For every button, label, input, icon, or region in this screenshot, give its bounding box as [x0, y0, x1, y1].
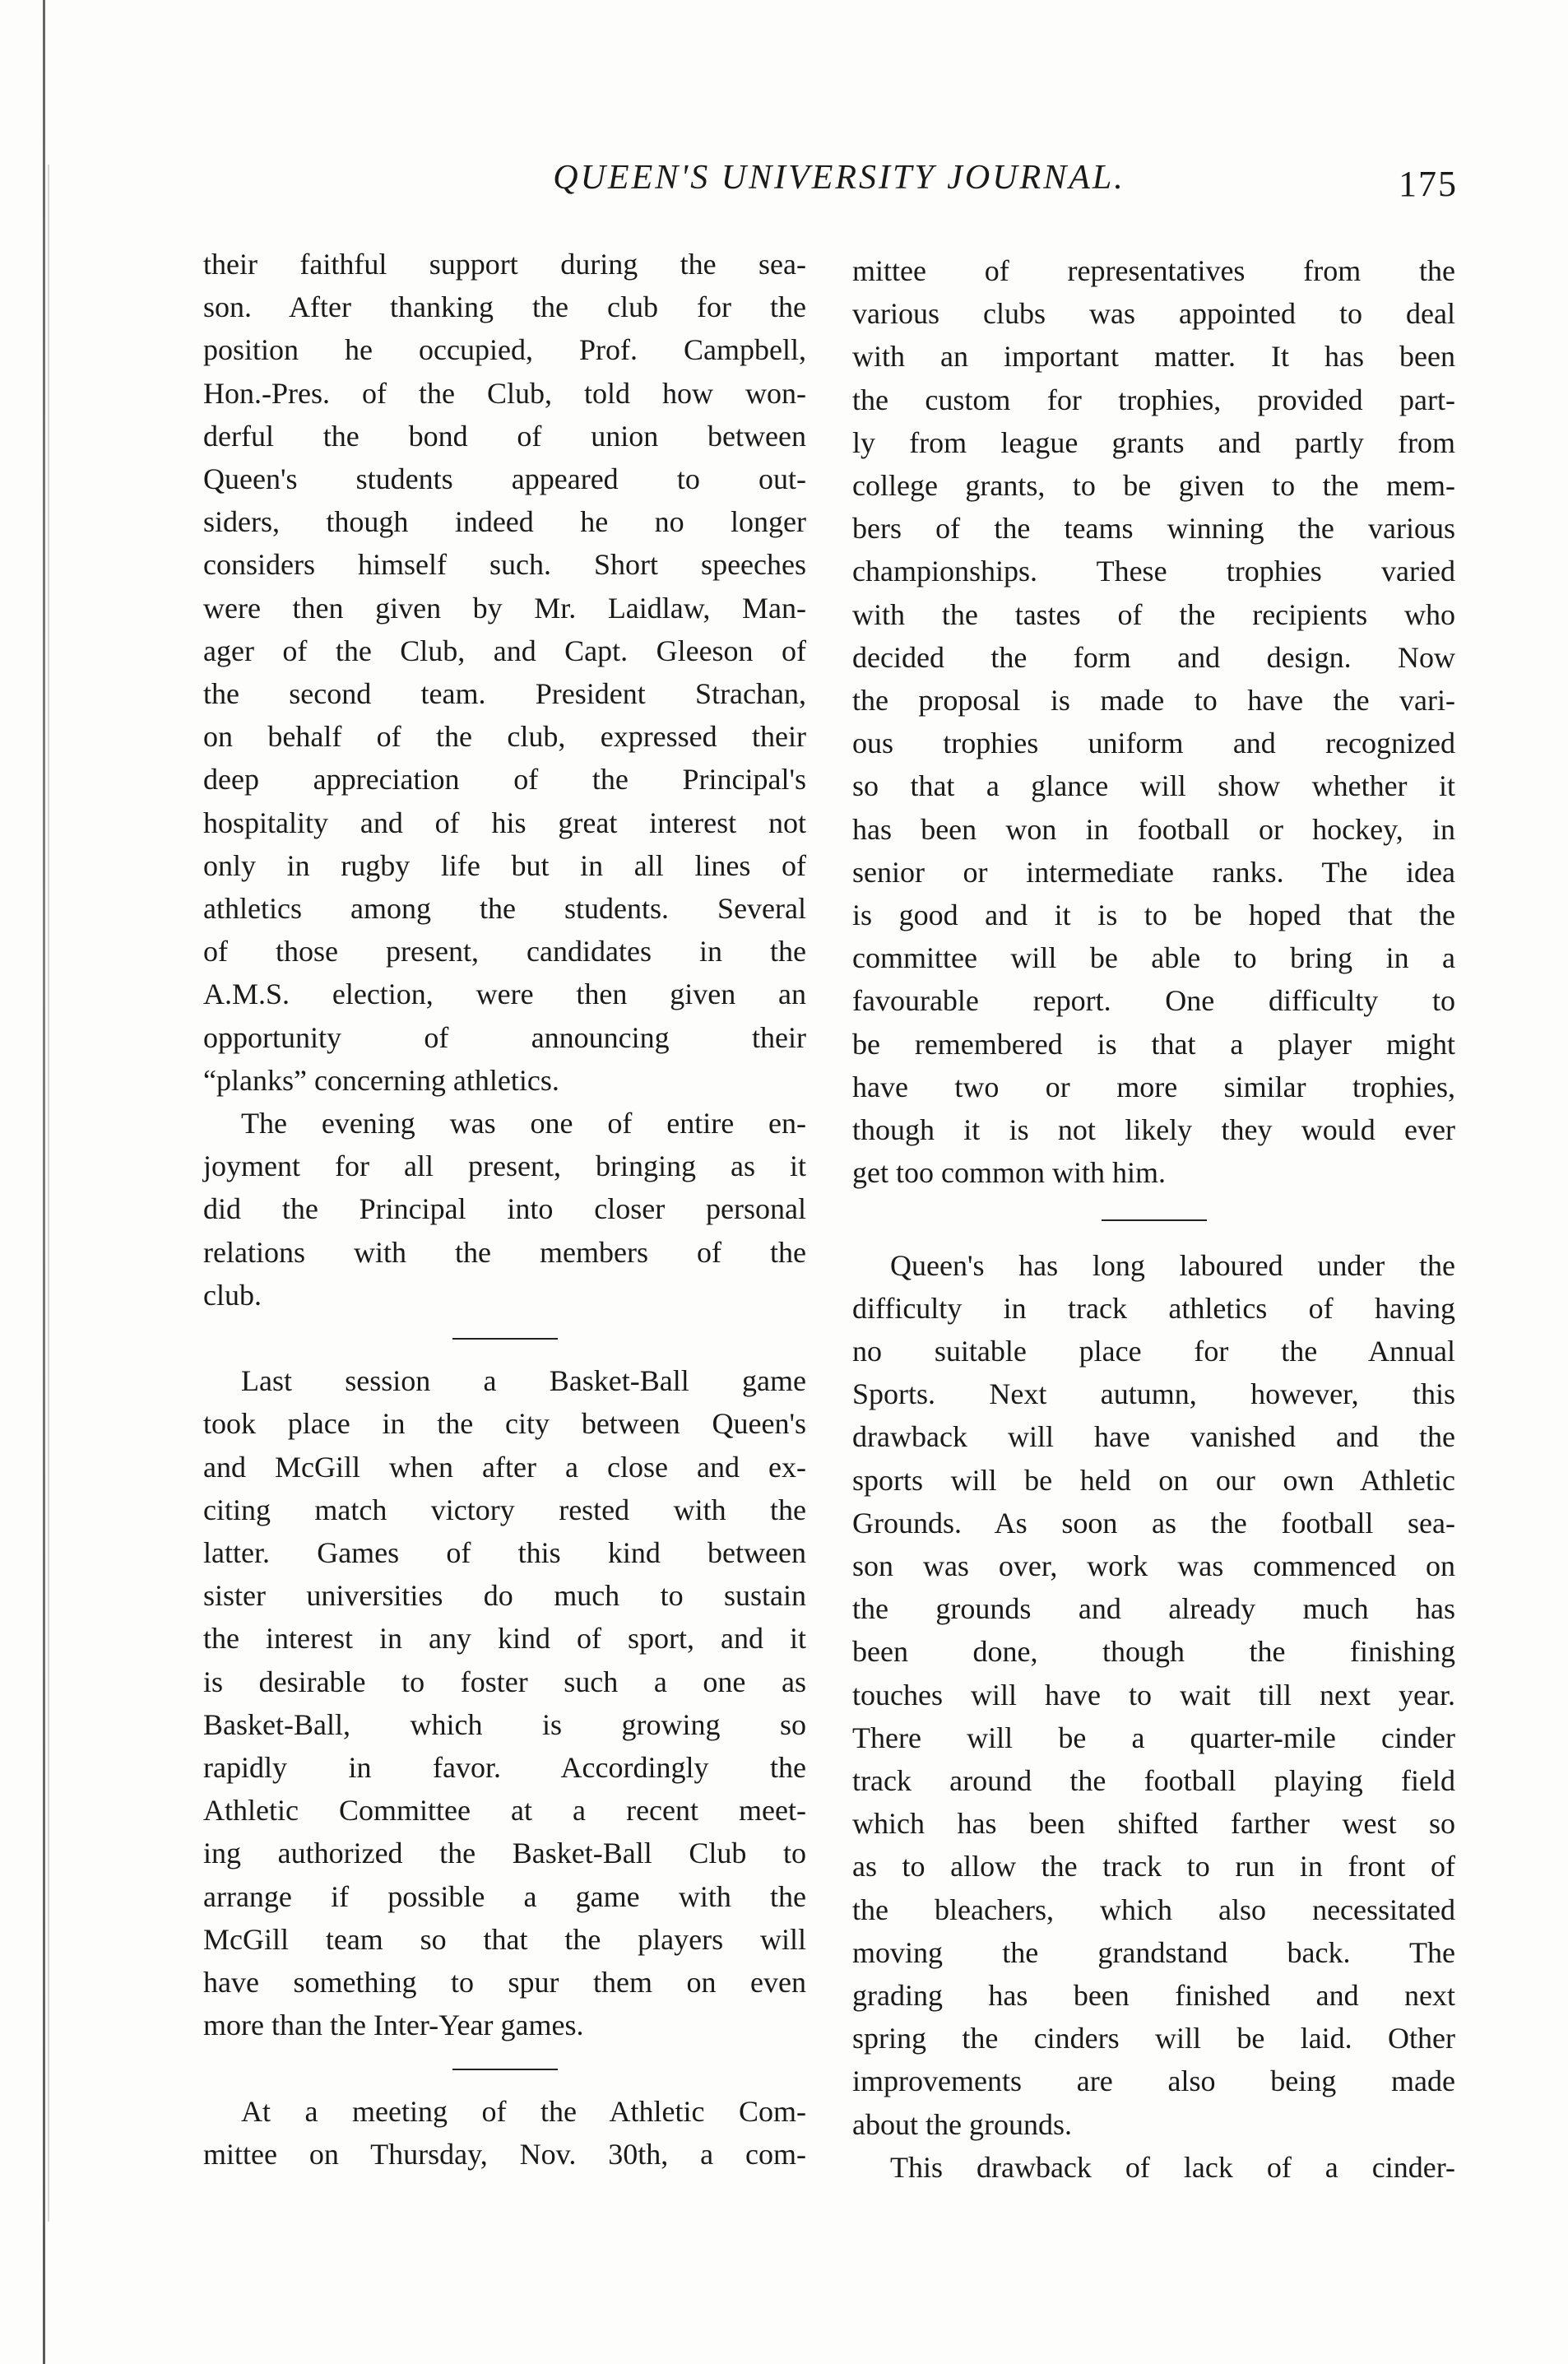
text-line: so that a glance will show whether it	[852, 769, 1455, 803]
text-line: Sports. Next autumn, however, this	[852, 1377, 1455, 1411]
text-line: did the Principal into closer personal	[203, 1192, 806, 1226]
text-line: be remembered is that a player might	[852, 1027, 1455, 1061]
text-line: relations with the members of the	[203, 1235, 806, 1269]
text-line: the interest in any kind of sport, and it	[203, 1622, 806, 1656]
text-line: Queen's students appeared to out-	[203, 462, 806, 495]
text-line: “planks” concerning athletics.	[203, 1063, 559, 1097]
text-line: club.	[203, 1278, 262, 1312]
text-line: grading has been finished and next	[852, 1979, 1455, 2012]
text-line: has been won in football or hockey, in	[852, 812, 1455, 846]
text-line: arrange if possible a game with the	[203, 1879, 806, 1913]
text-line: difficulty in track athletics of having	[852, 1291, 1455, 1325]
section-divider-rule	[452, 1338, 558, 1340]
text-line: mittee of representatives from the	[852, 254, 1455, 287]
text-line: considers himself such. Short speeches	[203, 548, 806, 582]
text-line: derful the bond of union between	[203, 419, 806, 453]
text-line: sister universities do much to sustain	[203, 1579, 806, 1613]
text-line: on behalf of the club, expressed their	[203, 720, 806, 754]
text-line: siders, though indeed he no longer	[203, 505, 806, 539]
text-line: latter. Games of this kind between	[203, 1536, 806, 1569]
running-header-title: QUEEN'S UNIVERSITY JOURNAL.	[553, 159, 1125, 197]
text-line: mittee on Thursday, Nov. 30th, a com-	[203, 2137, 806, 2171]
text-line: is good and it is to be hoped that the	[852, 899, 1455, 931]
text-line: Last session a Basket-Ball game	[241, 1364, 806, 1398]
text-line: of those present, candidates in the	[203, 935, 806, 968]
text-line: bers of the teams winning the various	[852, 512, 1455, 546]
text-line: drawback will have vanished and the	[852, 1420, 1455, 1454]
text-line: Queen's has long laboured under the	[890, 1248, 1455, 1282]
text-line: ager of the Club, and Capt. Gleeson of	[203, 634, 806, 667]
text-line: the bleachers, which also necessitated	[852, 1893, 1455, 1926]
text-line: senior or intermediate ranks. The idea	[852, 855, 1455, 889]
text-line: have two or more similar trophies,	[852, 1070, 1455, 1103]
text-line: which has been shifted farther west so	[852, 1807, 1455, 1841]
section-divider-rule	[452, 2069, 558, 2070]
section-divider-rule	[1102, 1219, 1207, 1221]
text-line: were then given by Mr. Laidlaw, Man-	[203, 591, 806, 625]
text-line: rapidly in favor. Accordingly the	[203, 1751, 806, 1784]
text-line: touches will have to wait till next year.	[852, 1678, 1455, 1711]
text-line: son. After thanking the club for the	[203, 290, 806, 324]
text-line: son was over, work was commenced on	[852, 1549, 1455, 1582]
text-line: This drawback of lack of a cinder-	[890, 2150, 1455, 2184]
text-line: Basket-Ball, which is growing so	[203, 1707, 806, 1741]
text-line: The evening was one of entire en-	[241, 1107, 806, 1140]
text-line: At a meeting of the Athletic Com-	[241, 2094, 806, 2128]
text-line: with an important matter. It has been	[852, 340, 1455, 374]
text-line: Grounds. As soon as the football sea-	[852, 1506, 1455, 1540]
text-line: took place in the city between Queen's	[203, 1407, 806, 1441]
text-line: citing match victory rested with the	[203, 1493, 806, 1526]
text-line: athletics among the students. Several	[203, 892, 806, 925]
text-line: sports will be held on our own Athletic	[852, 1463, 1455, 1497]
scan-edge-shadow-inner	[48, 165, 49, 2222]
text-line: the second team. President Strachan,	[203, 677, 806, 710]
text-line: the proposal is made to have the vari-	[852, 684, 1455, 717]
text-line: and McGill when after a close and ex-	[203, 1450, 806, 1484]
text-line: ing authorized the Basket-Ball Club to	[203, 1837, 806, 1870]
text-line: though it is not likely they would ever	[852, 1113, 1455, 1146]
text-line: decided the form and design. Now	[852, 640, 1455, 674]
text-line: their faithful support during the sea-	[203, 248, 806, 281]
text-line: favourable report. One difficulty to	[852, 984, 1455, 1018]
text-line: college grants, to be given to the mem-	[852, 469, 1455, 502]
text-line: A.M.S. election, were then given an	[203, 978, 806, 1011]
text-line: about the grounds.	[852, 2107, 1072, 2141]
text-line: deep appreciation of the Principal's	[203, 763, 806, 797]
text-line: McGill team so that the players will	[203, 1922, 806, 1956]
text-line: no suitable place for the Annual	[852, 1335, 1455, 1368]
text-line: more than the Inter-Year games.	[203, 2009, 584, 2042]
text-line: the custom for trophies, provided part-	[852, 383, 1455, 416]
text-line: There will be a quarter-mile cinder	[852, 1721, 1455, 1754]
text-line: various clubs was appointed to deal	[852, 297, 1455, 331]
text-line: ous trophies uniform and recognized	[852, 727, 1455, 760]
text-line: championships. These trophies varied	[852, 555, 1455, 588]
text-line: track around the football playing field	[852, 1764, 1455, 1797]
text-line: get too common with him.	[852, 1156, 1166, 1190]
text-line: is desirable to foster such a one as	[203, 1665, 806, 1698]
text-line: as to allow the track to run in front of	[852, 1850, 1455, 1883]
text-line: committee will be able to bring in a	[852, 941, 1455, 975]
text-line: position he occupied, Prof. Campbell,	[203, 333, 806, 367]
text-line: with the tastes of the recipients who	[852, 597, 1455, 631]
text-line: improvements are also being made	[852, 2064, 1455, 2098]
text-line: only in rugby life but in all lines of	[203, 848, 806, 882]
text-line: Hon.-Pres. of the Club, told how won-	[203, 376, 806, 410]
text-line: joyment for all present, bringing as it	[203, 1149, 806, 1183]
text-line: moving the grandstand back. The	[852, 1935, 1455, 1969]
text-line: opportunity of announcing their	[203, 1020, 806, 1054]
text-line: been done, though the finishing	[852, 1635, 1455, 1669]
text-line: have something to spur them on even	[203, 1966, 806, 1999]
text-line: the grounds and already much has	[852, 1592, 1455, 1626]
text-line: Athletic Committee at a recent meet-	[203, 1794, 806, 1828]
scan-edge-shadow	[43, 0, 45, 2364]
page-number: 175	[1399, 164, 1458, 204]
text-line: hospitality and of his great interest not	[203, 806, 806, 839]
text-line: spring the cinders will be laid. Other	[852, 2022, 1455, 2055]
text-line: ly from league grants and partly from	[852, 425, 1455, 459]
